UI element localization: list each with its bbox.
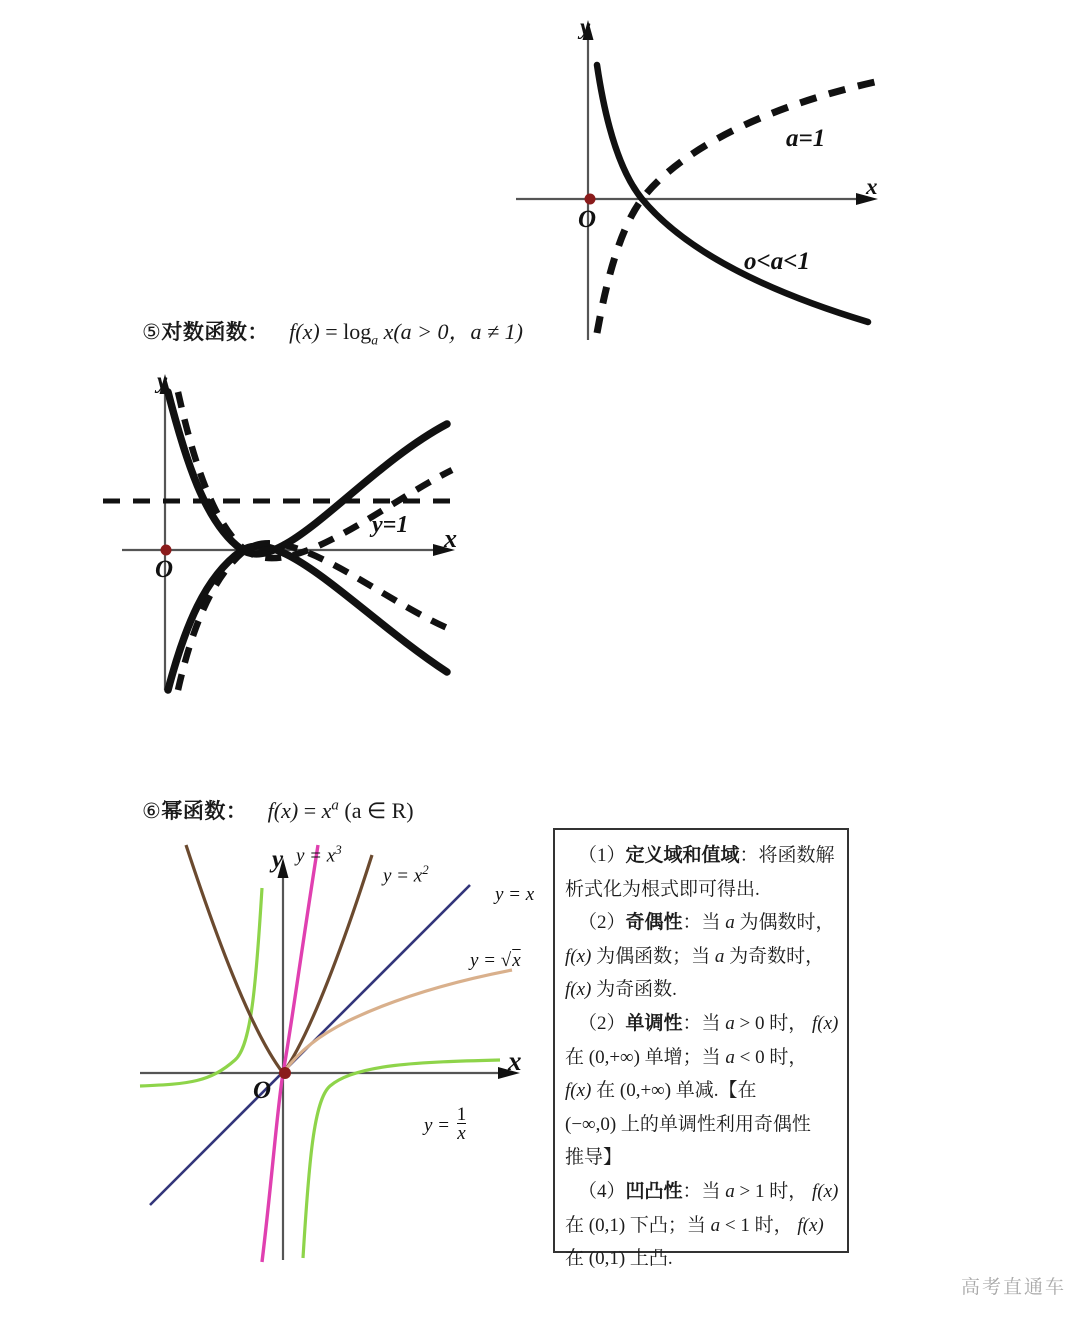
top-graph-origin-label: O xyxy=(578,206,597,233)
top-graph-x-label: x xyxy=(866,174,878,199)
power-graph-y-label: y xyxy=(272,846,284,873)
power-graph-origin-dot xyxy=(279,1067,291,1079)
properties-line: (−∞,0) 上的单调性利用奇偶性 xyxy=(565,1113,811,1135)
power-curve-one-over-x-pos xyxy=(303,1060,500,1258)
properties-line: f(x) 在 (0,+∞) 单减.【在 xyxy=(565,1080,757,1102)
power-function-properties-box xyxy=(553,828,849,1270)
power-label-one-over-x: y = $\frac{1}{x}$ xyxy=(424,1104,467,1144)
properties-line: f(x) 为奇函数. xyxy=(565,979,677,1001)
properties-line: 在 (0,1) 下凸；当 a < 1 时， f(x) xyxy=(565,1214,824,1236)
section-formula-6: $f(x) = x^a$ (a ∈ R) xyxy=(267,797,414,823)
top-graph-y-label: y xyxy=(580,14,591,39)
fraction-one-over-x: $\frac{1}{x}$ xyxy=(456,1104,467,1144)
properties-line: （4）凹凸性：当 a > 1 时， f(x) xyxy=(578,1180,839,1202)
power-label-x-squared: $y = x^2$ xyxy=(383,862,429,887)
properties-line: f(x) 为偶函数；当 a 为奇数时， xyxy=(565,945,825,967)
mid-graph-asymptote-label: y=1 xyxy=(372,512,409,538)
mid-graph-origin-label: O xyxy=(155,556,174,583)
power-graph-x-label: x xyxy=(508,1046,522,1076)
properties-line: 在 (0,+∞) 单增；当 a < 0 时， xyxy=(565,1046,808,1068)
watermark: 高考直通车 xyxy=(960,1277,1066,1298)
power-curve-sqrt-x xyxy=(283,970,512,1073)
section-formula-5: $f(x) = \log_a x(a > 0$，a ≠ 1) xyxy=(289,319,523,348)
properties-line: 析式化为根式即可得出. xyxy=(565,878,760,900)
properties-line: （2）单调性：当 a > 0 时， f(x) xyxy=(578,1012,839,1034)
properties-line: （1）定义域和值域：将函数解 xyxy=(578,845,835,866)
section-title-5: 对数函数： xyxy=(161,321,269,344)
power-curve-one-over-x-neg xyxy=(140,888,262,1086)
top-graph-label-a-between: o<a<1 xyxy=(744,248,810,275)
mid-graph-x-label: x xyxy=(444,524,457,553)
top-graph-label-a-gt-1: a=1 xyxy=(786,125,826,152)
mid-graph-y-label: y xyxy=(157,368,168,393)
properties-line: 推导】 xyxy=(565,1147,623,1169)
properties-line: （2）奇偶性：当 a 为偶数时， xyxy=(578,912,835,934)
power-curve-x-squared xyxy=(186,845,372,1073)
power-label-sqrt-x: y = √x xyxy=(470,950,521,971)
properties-line: 在 (0,1) 上凸. xyxy=(565,1248,673,1270)
power-label-x-cubed: $y = x^3$ xyxy=(296,842,342,867)
section-title-6: 幂函数： xyxy=(161,800,248,823)
section-number-6: ⑥ xyxy=(142,799,162,823)
power-label-x: y = x xyxy=(495,884,535,905)
power-graph-origin-label: O xyxy=(253,1077,272,1104)
section-number-5: ⑤ xyxy=(142,320,162,344)
